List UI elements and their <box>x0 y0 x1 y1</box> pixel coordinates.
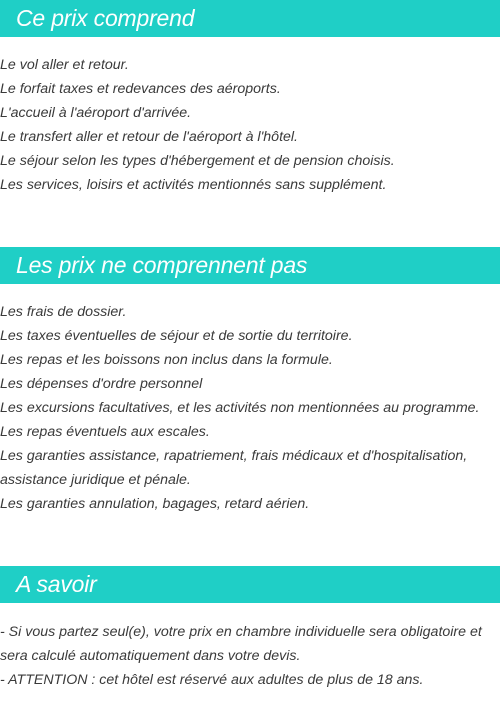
excluded-item: assistance juridique et pénale. <box>0 472 191 488</box>
excluded-item: Les taxes éventuelles de séjour et de sortie du territoire. <box>0 328 353 344</box>
section-body-ce-prix-comprend <box>0 53 500 197</box>
excluded-item: Les excursions facultatives, et les activités non mentionnées au programme. <box>0 400 480 416</box>
note-item: - ATTENTION : cet hôtel est réservé aux adultes de plus de 18 ans. <box>0 672 424 688</box>
excluded-item: Les garanties assistance, rapatriement, frais médicaux et d'hospitalisation, <box>0 448 468 464</box>
included-item: Le transfert aller et retour de l'aéroport à l'hôtel. <box>0 129 298 145</box>
note-item: - Si vous partez seul(e), votre prix en chambre individuelle sera obligatoire et <box>0 624 482 640</box>
included-item: Le séjour selon les types d'hébergement et de pension choisis. <box>0 153 395 169</box>
section-body-prix-ne-comprennent-pas <box>0 300 500 516</box>
excluded-item: Les garanties annulation, bagages, retard aérien. <box>0 496 310 512</box>
section-title-ce-prix-comprend: Ce prix comprend <box>0 0 500 37</box>
excluded-item: Les repas et les boissons non inclus dans la formule. <box>0 352 333 368</box>
excluded-item: Les repas éventuels aux escales. <box>0 424 210 440</box>
included-item: Le forfait taxes et redevances des aéroports. <box>0 81 281 97</box>
note-item: sera calculé automatiquement dans votre devis. <box>0 648 301 664</box>
included-item: L'accueil à l'aéroport d'arrivée. <box>0 105 192 121</box>
section-title-a-savoir: A savoir <box>0 566 500 603</box>
excluded-item: Les dépenses d'ordre personnel <box>0 376 203 392</box>
included-item: Le vol aller et retour. <box>0 57 129 73</box>
section-title-prix-ne-comprennent-pas: Les prix ne comprennent pas <box>0 247 500 284</box>
excluded-item: Les frais de dossier. <box>0 304 127 320</box>
section-body-a-savoir <box>0 620 500 692</box>
included-item: Les services, loisirs et activités mentionnés sans supplément. <box>0 177 387 193</box>
